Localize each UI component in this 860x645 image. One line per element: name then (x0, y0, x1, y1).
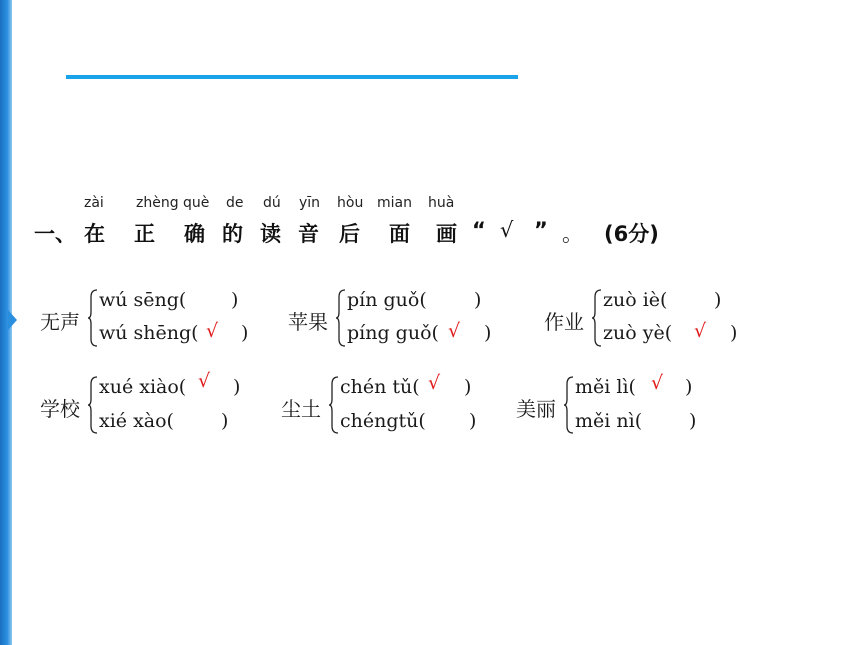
title-check-mark: √ (500, 218, 514, 242)
top-divider (66, 75, 518, 79)
option-text: měi lì( (575, 376, 636, 398)
item-word: 苹果 (288, 310, 328, 334)
pinyin-8: huà (428, 195, 455, 211)
option-close: ) (464, 376, 472, 398)
option-text: pín guǒ( (347, 289, 427, 311)
option-close: ) (233, 376, 241, 398)
option-close: ) (221, 410, 229, 432)
option-close: ) (474, 289, 482, 311)
title-char-7: 面 (389, 222, 410, 246)
title-char-3: 的 (222, 222, 243, 246)
pinyin-5: yīn (299, 195, 321, 211)
option-close: ) (685, 376, 693, 398)
option-text: chén tǔ( (340, 376, 420, 398)
option-text: zuò iè( (603, 289, 668, 311)
pinyin-7: mian (377, 195, 412, 211)
title-quote-close: ” (534, 218, 548, 242)
item-word: 学校 (40, 397, 80, 421)
item-word: 尘土 (281, 397, 321, 421)
option-close: ) (730, 322, 738, 344)
pinyin-0: zài (84, 195, 104, 211)
check-mark-icon: √ (198, 370, 211, 392)
title-prefix: 一、 (34, 222, 76, 246)
title-char-1: 正 (134, 222, 155, 246)
option-text: wú sēng( (99, 289, 187, 311)
title-char-2: 确 (184, 222, 205, 246)
brace-icon (88, 376, 98, 434)
option-close: ) (231, 289, 239, 311)
item-word: 作业 (544, 310, 584, 334)
title-score: (6分) (604, 222, 659, 246)
title-char-0: 在 (84, 222, 105, 246)
check-mark-icon: √ (651, 372, 664, 394)
option-close: ) (241, 322, 249, 344)
check-mark-icon: √ (448, 320, 461, 342)
pinyin-3: de (226, 195, 244, 211)
brace-icon (592, 289, 602, 347)
pinyin-6: hòu (337, 195, 364, 211)
brace-icon (329, 376, 339, 434)
check-mark-icon: √ (428, 372, 441, 394)
pinyin-2: què (183, 195, 210, 211)
option-close: ) (714, 289, 722, 311)
option-text: zuò yè( (603, 322, 673, 344)
title-char-8: 画 (436, 222, 457, 246)
option-close: ) (484, 322, 492, 344)
brace-icon (564, 376, 574, 434)
title-period: 。 (562, 222, 583, 246)
pinyin-1: zhèng (136, 195, 179, 211)
slide-nav-arrow-icon[interactable] (8, 310, 17, 330)
item-word: 无声 (40, 310, 80, 334)
pinyin-4: dú (263, 195, 281, 211)
option-text: píng guǒ( (347, 322, 439, 344)
check-mark-icon: √ (206, 320, 219, 342)
brace-icon (88, 289, 98, 347)
brace-icon (336, 289, 346, 347)
check-mark-icon: √ (694, 320, 707, 342)
option-text: měi nì( (575, 410, 643, 432)
option-text: xié xào( (99, 410, 174, 432)
option-close: ) (689, 410, 697, 432)
title-char-4: 读 (260, 222, 281, 246)
option-text: wú shēng( (99, 322, 199, 344)
title-quote-open: “ (472, 218, 486, 242)
title-char-6: 后 (339, 222, 360, 246)
item-word: 美丽 (516, 397, 556, 421)
option-text: xué xiào( (99, 376, 187, 398)
option-close: ) (469, 410, 477, 432)
title-char-5: 音 (298, 222, 319, 246)
option-text: chéngtǔ( (340, 410, 426, 432)
